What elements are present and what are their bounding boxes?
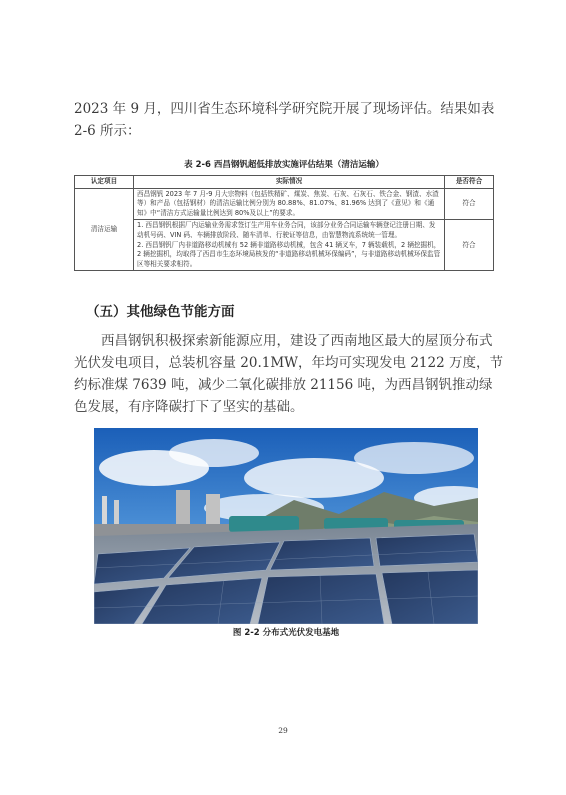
table-header-row [75,176,494,189]
figure-caption: 图 2-2 分布式光伏发电基地 [232,628,340,638]
section-title: （五）其他绿色节能方面 [86,304,235,320]
table-cell-content: 1. 西昌钢钒根据厂内运输业务需求签订生产用车业务合同，该部分业务合同运输车辆登记注册日期、发动机号码、VIN 码、车辆排放阶段、随车清单、行驶证等信息，由智慧物流系统统一管理。 2. 西昌钢钒厂内非道路移动机械有 52 辆非道路移动机械，包含 41 辆叉车，7 辆装载机，2 辆挖掘机，2 辆挖掘机，均取得了西昌市生态环境局核发的“非道路移动机械环保编码”，与非道路移动机械环保监管区等相关要求相符。 [134,220,445,271]
table-cell-result: 符合 [445,220,494,271]
intro-paragraph: 2023 年 9 月，四川省生态环境科学研究院开展了现场评估。结果如表 2-6 所示： [74,101,495,139]
header-item: 认定项目 [75,176,134,189]
evaluation-table [74,175,494,271]
header-actual: 实际情况 [134,176,445,189]
header-compliance: 是否符合 [445,176,494,189]
body-paragraph: 西昌钢钒积极探索新能源应用，建设了西南地区最大的屋顶分布式光伏发电项目，总装机容量 20.1MW，年均可实现发电 2122 万度，节约标准煤 7639 吨，减少二氧化碳排放 21156 吨，为西昌钢钒推动绿色发展，有序降碳打下了坚实的基础。 [74,333,503,415]
table-row [75,220,494,271]
solar-rooftop-photo [94,428,478,624]
table-cell-result: 符合 [445,188,494,220]
solar-photo-illustration [94,428,478,624]
table-cell-item: 清洁运输 [75,188,134,271]
table-caption: 表 2-6 西昌钢钒超低排放实施评估结果（清洁运输） [184,160,384,170]
page-number: 29 [278,726,288,735]
table-row [75,188,494,220]
table-cell-content: 西昌钢钒 2023 年 7 月-9 月大宗物料（包括铁精矿、煤炭、焦炭、石灰、石灰石、铁合金、钢渣、水渣等）和产品（包括钢材）的清洁运输比例分别为 80.88%、81.07%、81.96% 达到了《意见》和《通知》中“清洁方式运输量比例达到 80%及以上”的要求。 [134,188,445,220]
